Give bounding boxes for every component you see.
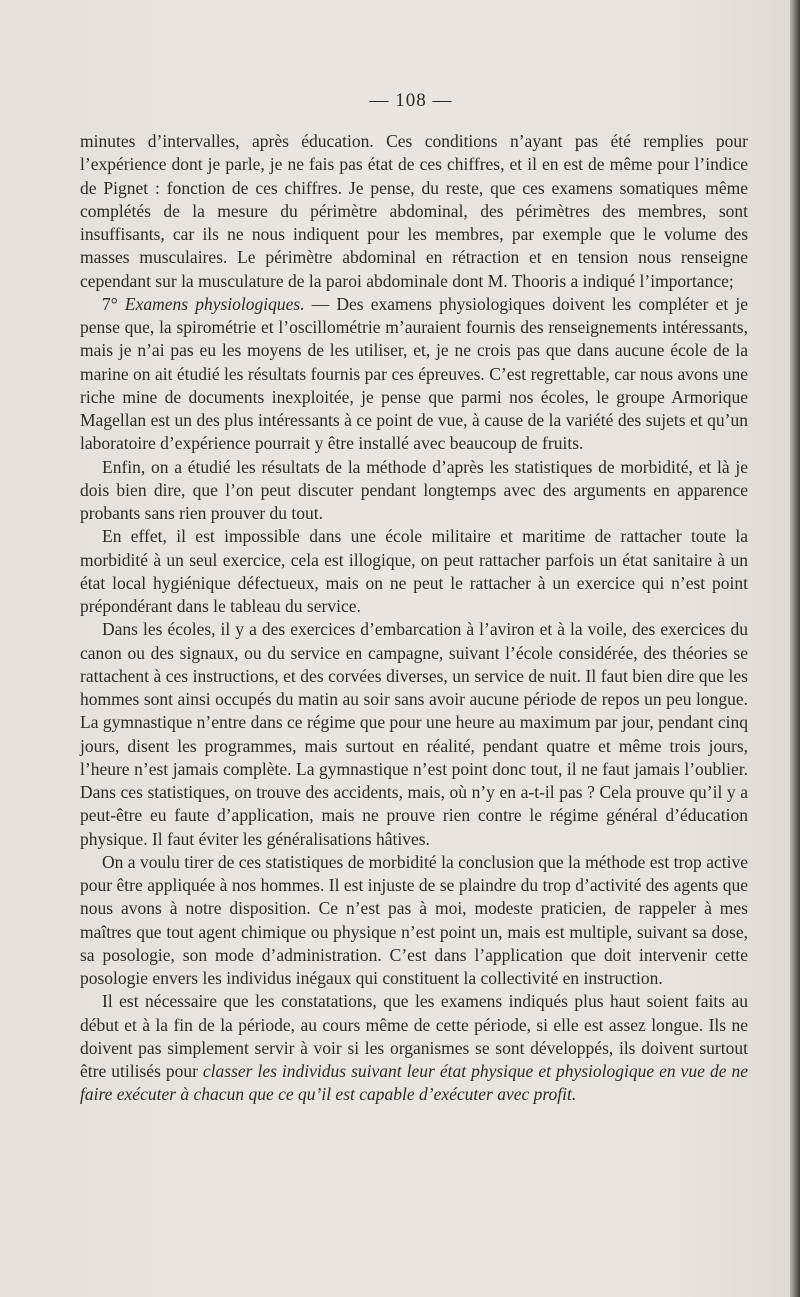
page-number: — 108 — [369, 90, 453, 111]
body-text [80, 130, 748, 1107]
paragraph [80, 456, 748, 526]
paragraph [80, 130, 748, 293]
paragraph-text: On a voulu tirer de ces statistiques de morbidité la conclusion que la méthode est trop active pour être appliquée à nos hommes. Il est injuste de se plaindre du trop d’activité des agents que nous avons à notre disposition. Ce n’est pas à moi, modeste praticien, de rappeler à mes maîtres que tout agent chimique ou physique n’est point un, mais est multiple, suivant sa dose, sa posologie, son mode d’administration. C’est dans l’application que doit intervenir cette posologie envers les individus inégaux qui constituent la collectivité en instruction. [80, 851, 748, 988]
paragraph-text: Il est nécessaire que les constatations, que les examens indiqués plus haut soient faits au début et à la fin de la période, au cours même de cette période, si elle est assez longue. Ils ne doivent pas simplement servir à voir si les organismes se sont développés, ils doivent surtout être utilisés pour [80, 991, 748, 1081]
paragraph [80, 618, 748, 851]
paragraph-text: 7° [102, 293, 125, 314]
paragraph [80, 851, 748, 991]
paragraph-text: minutes d’intervalles, après éducation. Ces conditions n’ayant pas été remplies pour l’expérience dont je parle, je ne fais pas état de ces chiffres, et il en est de même pour l’indice de Pignet : fonction de ces chiffres. Je pense, du reste, que ces examens somatiques même complétés de la mesure du périmètre abdominal, des périmètres des membres, sont insuffisants, car ils ne nous indiquent pour les membres, par exemple que le volume des masses musculaires. Le périmètre abdominal en rétraction et en tension nous renseigne cependant sur la musculature de la paroi abdominale dont M. Thooris a indiqué l’importance; [80, 131, 748, 291]
paragraph-text: Enfin, on a étudié les résultats de la méthode d’après les statistiques de morbidité, et là je dois bien dire, que l’on peut discuter pendant longtemps avec des arguments en apparence probants sans rien prouver du tout. [80, 456, 748, 523]
paragraph [80, 990, 748, 1106]
paragraph [80, 525, 748, 618]
paragraph-text: — Des examens physiologiques doivent les compléter et je pense que, la spirométrie et l’oscillométrie m’auraient fournis des renseignements intéressants, mais je n’ai pas eu les moyens de les utiliser, et, je ne crois pas que dans aucune école de la marine on ait étudié les résultats fournis par ces épreuves. C’est regrettable, car nous avons une riche mine de documents inexploitée, je pense que parmi nos écoles, le groupe Armorique Magellan est un des plus intéressants à ce point de vue, à cause de la variété des sujets et qu’un laboratoire d’expérience pourrait y être installé avec beaucoup de fruits. [80, 293, 748, 454]
paragraph [80, 293, 748, 456]
italic-heading: Examens physiologiques. [124, 293, 305, 314]
paragraph-text: Dans les écoles, il y a des exercices d’embarcation à l’aviron et à la voile, des exercices du canon ou des signaux, ou du service en campagne, suivant l’école considérée, des théories se rattachent à ces instructions, et des corvées diverses, un service de nuit. Il faut bien dire que les hommes sont ainsi occupés du matin au soir sans avoir aucune période de repos un peu longue. La gymnastique n’entre dans ce régime que pour une heure au maximum par jour, pendant cinq jours, disent les programmes, mais surtout en réalité, pendant quatre et même trois jours, l’heure n’est jamais complète. La gymnastique n’est point donc tout, il ne faut jamais l’oublier. Dans ces statistiques, on trouve des accidents, mais, où n’y en a-t-il pas ? Cela prouve qu’il y a peut-être eu faute d’application, mais ne prouve rien contre le régime général d’éducation physique. Il faut éviter les généralisations hâtives. [80, 619, 748, 849]
paragraph-text: En effet, il est impossible dans une école militaire et maritime de rattacher toute la morbidité à un seul exercice, cela est illogique, on peut rattacher parfois un état sanitaire à un état local hygiénique défectueux, mais on ne peut le rattacher à un exercice qui n’est point prépondérant dans le tableau du service. [80, 526, 748, 616]
page-edge-shadow [790, 0, 800, 1297]
italic-emphasis: classer les individus suivant leur état physique et physiologique en vue de ne faire exécuter à chacun que ce qu’il est capable d’exécuter avec profit. [80, 1061, 748, 1105]
